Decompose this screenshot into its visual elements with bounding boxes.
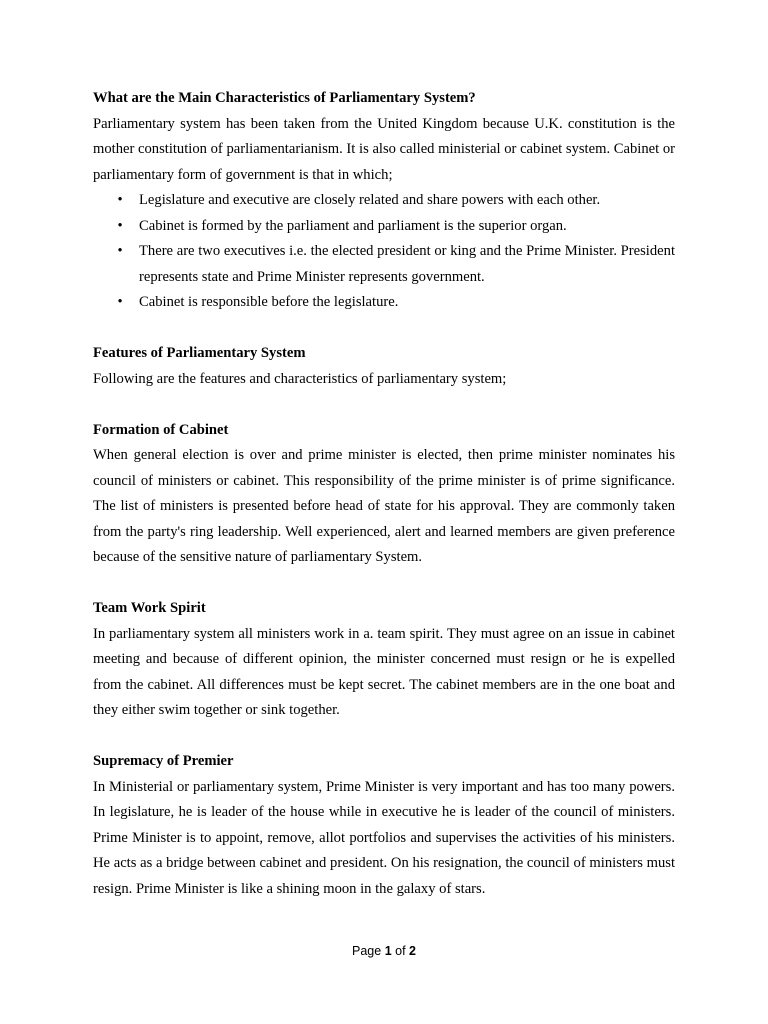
section-body-formation-of-cabinet: When general election is over and prime minister is elected, then prime minister nominates his council of ministers or cabinet. This responsibility of the prime minister is of prime significance. The list of ministers is presented before head of state for his approval. They are commonly taken from the party's ring leadership. Well experienced, alert and learned members are given preference because of the sensitive nature of parliamentary System. xyxy=(93,447,675,565)
page-current: 1 xyxy=(384,944,392,958)
list-item: • Cabinet is responsible before the legislature. xyxy=(93,290,675,316)
section-heading-supremacy-of-premier: Supremacy of Premier xyxy=(93,753,234,769)
bullet-icon: • xyxy=(117,294,123,310)
section-heading-formation-of-cabinet: Formation of Cabinet xyxy=(93,421,229,438)
bullet-icon: • xyxy=(117,217,123,234)
section-body-supremacy-of-premier: In Ministerial or parliamentary system, Prime Minister is very important and has too many powers. In legislature, he is leader of the house while in executive he is leader of the council of ministers. Prime Minister is to appoint, remove, allot portfolios and supervises the activities of his ministers. He acts as a bridge between cabinet and president. On his resignation, the council of ministers must resign. Prime Minister is like a shining moon in the galaxy of stars. xyxy=(93,778,675,897)
section-body-team-work-spirit: In parliamentary system all ministers work in a. team spirit. They must agree on an issue in cabinet meeting and because of different opinion, the minister concerned must resign or he is expelled from the cabinet. All differences must be kept secret. The cabinet members are in the one boat and they either swim together or sink together. xyxy=(93,625,675,718)
page-number-footer: Page 1 of 2 xyxy=(352,944,416,958)
characteristics-list xyxy=(93,188,675,316)
features-intro: Following are the features and characteristics of parliamentary system; xyxy=(93,370,507,387)
bullet-icon: • xyxy=(117,192,123,208)
features-heading: Features of Parliamentary System xyxy=(93,345,306,361)
page-total: 2 xyxy=(409,944,416,958)
list-item: • Cabinet is formed by the parliament and parliament is the superior organ. xyxy=(93,214,675,240)
bullet-icon: • xyxy=(117,243,123,259)
intro-paragraph: Parliamentary system has been taken from the United Kingdom because U.K. constitution is the mother constitution of parliamentarianism. It is also called ministerial or cabinet system. Cabinet or parliamentary form of government is that in which; xyxy=(93,115,675,183)
section-heading-team-work-spirit: Team Work Spirit xyxy=(93,600,206,616)
list-item: • Legislature and executive are closely related and share powers with each other. xyxy=(93,188,675,214)
document-body xyxy=(93,86,675,902)
page-title: What are the Main Characteristics of Parliamentary System? xyxy=(93,90,476,106)
list-item: • There are two executives i.e. the elected president or king and the Prime Minister. President represents state and Prime Minister represents government. xyxy=(93,239,675,290)
